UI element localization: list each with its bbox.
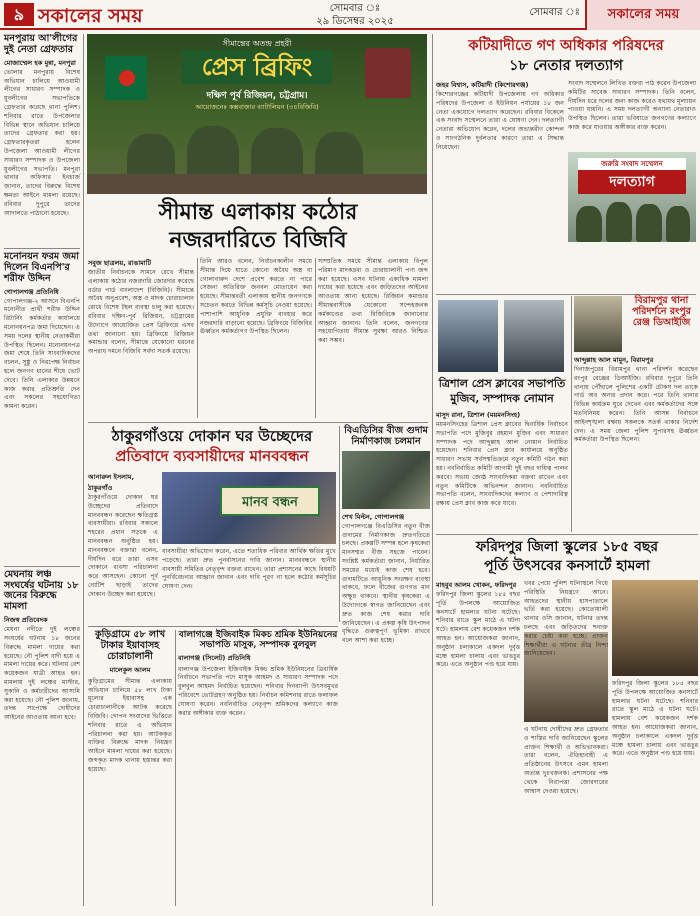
- page-number: ৯: [4, 3, 34, 26]
- photo-subtitle: দক্ষিণ পূর্ব রিজিয়ন, চট্টগ্রাম।: [206, 91, 308, 101]
- person-figure: [606, 202, 632, 242]
- day-label: সোমবার ঃ: [329, 3, 381, 14]
- byline: মাহবুব আলম খোকন, ফরিদপুর: [436, 581, 517, 589]
- photo-caption-top: সীমান্তের অতন্দ্র প্রহরী: [222, 39, 292, 48]
- emblem-icon: [365, 48, 411, 98]
- faridpur-body-col3: [612, 680, 698, 906]
- seed-headline: বিএডিসির বীজ গুদাম নির্মাণকাজ চলমান: [344, 425, 428, 447]
- divider: [4, 566, 80, 567]
- lead-body-col2: [200, 258, 312, 418]
- kotiadi-headline-line2: ১৮ নেতার দলত্যাগ: [509, 57, 623, 74]
- article-title: মনপুরায় আ'লীগের দুই নেতা গ্রেফতার: [4, 33, 78, 55]
- photo-banner: প্রেস ব্রিফিং: [182, 50, 332, 84]
- photo-banner: মানব বন্ধন: [220, 486, 320, 516]
- thakurgaon-body-col2: [162, 548, 336, 622]
- birampur-header: [574, 296, 698, 352]
- article-title: মনোনয়ন ফরম জমা দিলেন বিএনপি'র শরীফ উদ্দিন: [4, 250, 80, 284]
- thakurgaon-headline: [88, 426, 336, 466]
- byline: মালেকুল আলম: [109, 665, 151, 674]
- byline: শেখ মিল্টন, গোপালগঞ্জ: [342, 512, 405, 521]
- kurigram-headline: কুড়িগ্রামে ৫৮ লাখ টাকার ইয়াবাসহ চোরাচালানী: [94, 629, 166, 662]
- article-title: মেঘনায় লঞ্চ সংঘর্ষের ঘটনায় ১৮ জনের বিরুদ্ধে মামলা: [4, 568, 79, 613]
- article-body: মেঘনা নদীতে দুই লঞ্চের সংঘর্ষের ঘটনায় ১৮ জনের বিরুদ্ধে মামলা দায়ের করা হয়েছে। নৌ পুলিশ বাদী হয়ে এ মামলা দায়ের করে। ঘটনায় বেশ কয়েকজন যাত্রী আহত হন। মামলায় দুই লঞ্চের মাস্টার, সুকানি ও কর্মচারীদের আসামি করা হয়েছে। নৌ পুলিশ জানায়, তদন্ত সাপেক্ষে দোষীদের আইনের আওতায় আনা হবে।: [4, 626, 80, 722]
- trishal-photo-president: [438, 300, 498, 372]
- byline: আব্দুল্লাহ আল মামুন, বিরামপুর: [574, 356, 654, 364]
- birampur-article: [574, 296, 698, 532]
- dateline: [220, 2, 490, 28]
- article-body: কিশোরগঞ্জের কটিয়াদী উপজেলায় গণ অধিকার পরিষদের উপজেলা ও ইউনিয়ন পর্যায়ের ১৮ জন নেতা একযোগে দলত্যাগ করেছেন। রবিবার বিকেলে এক সংবাদ সম্মেলনে তারা এ ঘোষণা দেন। দলত্যাগী নেতারা অভিযোগ করেন, দলের অভ্যন্তরীণ কোন্দল ও সাংগঠনিক দুর্বলতার কারণে তারা এ সিদ্ধান্ত নিয়েছেন।: [436, 91, 564, 151]
- byline: জহর বিশ্বাস, কটিয়াদী (কিশোরগঞ্জ): [436, 81, 529, 89]
- column-rule: [175, 630, 176, 906]
- masthead: [0, 0, 700, 30]
- article-body: ময়মনসিংহের ত্রিশাল প্রেস ক্লাবের দ্বিবার্ষিক নির্বাচনে সভাপতি পদে মুজিবুর রহমান মুজিব এবং সাধারণ সম্পাদক পদে আব্দুল্লাহ আল নোমান নির্বাচিত হয়েছেন। শনিবার প্রেস ক্লাব কার্যালয়ে অনুষ্ঠিত সাধারণ সভায় সর্বসম্মতিক্রমে নতুন কমিটি গঠন করা হয়। নবনির্বাচিত কমিটি আগামী দুই বছর দায়িত্ব পালন করবে। সভায় জ্যেষ্ঠ সাংবাদিকরা বক্তব্য রাখেন এবং নতুন কমিটিকে অভিনন্দন জানান। নবনির্বাচিত সভাপতি বলেন, সাংবাদিকদের কল্যাণ ও পেশাদারিত্ব রক্ষায় প্রেস ক্লাব কাজ করে যাবে।: [436, 421, 568, 508]
- thakurgaon-headline-line2: প্রতিবাদে ব্যবসায়ীদের মানববন্ধন: [115, 447, 309, 465]
- birampur-photo: [574, 296, 622, 352]
- trishal-headline-line1: ত্রিশাল প্রেস ক্লাবের সভাপতি: [438, 377, 566, 390]
- byline: নিজস্ব প্রতিবেদক: [4, 616, 48, 625]
- trishal-body: [436, 410, 568, 528]
- byline: মাসুদ রানা, ত্রিশাল (ময়মনসিংহ): [436, 411, 521, 419]
- byline: আনারুল ইসলাম, ঠাকুরগাঁও: [88, 473, 134, 492]
- article-body: সংবাদ সম্মেলনে লিখিত বক্তব্য পাঠ করেন উপজেলা কমিটির সাবেক সাধারণ সম্পাদক। তিনি বলেন, দীর্ঘদিন ধরে দলের জন্য কাজ করেও যথাযথ মূল্যায়ন পাওয়া যায়নি। এ সময় দলত্যাগী অন্যান্য নেতারাও উপস্থিত ছিলেন। তারা ভবিষ্যতে জনগণের কল্যাণে কাজ করে যাওয়ার অঙ্গীকার ব্যক্ত করেন।: [568, 80, 696, 131]
- article-body: ফরিদপুর জিলা স্কুলের ১৮৫ বছর পূর্তি উপলক্ষে আয়োজিত কনসার্টে হামলার ঘটনা ঘটেছে। শনিবার রাতে স্কুল মাঠে এ ঘটনা ঘটে। হামলায় বেশ কয়েকজন দর্শক আহত হন। আয়োজকরা জানান, অনুষ্ঠান চলাকালে একদল দুর্বৃত্ত মঞ্চে হামলা চালায় এবং ভাঙচুর করে। এতে অনুষ্ঠান পণ্ড হয়ে যায়।: [612, 680, 698, 758]
- balaganj-headline: [178, 630, 338, 651]
- person-figure: [636, 204, 662, 242]
- day-label-right: সোমবার ঃ: [529, 7, 580, 18]
- divider: [88, 422, 428, 423]
- faridpur-body-col2a: [524, 580, 608, 658]
- article-body: তিনি আরও বলেন, নির্বাচনকালীন সময়ে সীমান্ত দিয়ে যাতে কোনো অবৈধ অস্ত্র বা গোলাবারুদ দেশে প্রবেশ করতে না পারে সেজন্য অতিরিক্ত জনবল মোতায়েন করা হয়েছে। সীমান্তবর্তী এলাকায় স্থানীয় জনগণকে সচেতন করতে বিভিন্ন কর্মসূচি নেওয়া হয়েছে। পাশাপাশি আধুনিক প্রযুক্তি ব্যবহার করে নজরদারি বাড়ানো হয়েছে। ব্রিফিংয়ে বিজিবির ঊর্ধ্বতন কর্মকর্তাগণ উপস্থিত ছিলেন।: [200, 258, 312, 336]
- byline: গোপালগঞ্জ প্রতিনিধি: [4, 287, 59, 296]
- article-body: ভোলার মনপুরায় বিশেষ অভিযান চালিয়ে আওয়ামী লীগের সাধারণ সম্পাদক ও যুবলীগের সভাপতিকে গ্রেফতার করেছে থানা পুলিশ। শনিবার রাতে উপজেলার বিভিন্ন স্থানে অভিযান চালিয়ে তাদের গ্রেফতার করা হয়। গ্রেফতারকৃতরা হলেন উপজেলা আওয়ামী লীগের সাধারণ সম্পাদক ও উপজেলা যুবলীগের সভাপতি। মনপুরা থানার অফিসার ইনচার্জ জানান, তাদের বিরুদ্ধে বিশেষ ক্ষমতা আইনে মামলা রয়েছে। রবিবার দুপুরে তাদের আদালতে পাঠানো হয়েছে।: [4, 68, 80, 217]
- lead-headline-line2: নজরদারিতে বিজিবি: [169, 227, 347, 253]
- faridpur-body-col1: [436, 580, 520, 906]
- seed-article: [342, 426, 430, 906]
- trishal-photo-secretary: [504, 300, 564, 372]
- article-body: জাতীয় নির্বাচনকে সামনে রেখে সীমান্ত এলাকায় কঠোর নজরদারি জোরদার করেছে বর্ডার গার্ড বাংলাদেশ (বিজিবি)। সীমান্তে অবৈধ অনুপ্রবেশ, অস্ত্র ও মাদক চোরাচালান রোধে বিশেষ টহল ব্যবস্থা চালু করা হয়েছে। রবিবার দক্ষিণ-পূর্ব রিজিয়ন, চট্টগ্রামের উদ্যোগে আয়োজিত প্রেস ব্রিফিংয়ে এসব তথ্য জানানো হয়। ব্রিফিংয়ে রিজিয়ন কমান্ডার বলেন, সীমান্তে যেকোনো ধরনের অপরাধ দমনে বিজিবি সর্বদা সতর্ক রয়েছে।: [88, 269, 194, 356]
- article-body: ফরিদপুর জিলা স্কুলের ১৮৫ বছর পূর্তি উপলক্ষে আয়োজিত কনসার্টে হামলার ঘটনা ঘটেছে। শনিবার রাতে স্কুল মাঠে এ ঘটনা ঘটে। হামলায় বেশ কয়েকজন দর্শক আহত হন। আয়োজকরা জানান, অনুষ্ঠান চলাকালে একদল দুর্বৃত্ত মঞ্চে হামলা চালায় এবং ভাঙচুর করে। এতে অনুষ্ঠান পণ্ড হয়ে যায়।: [436, 591, 520, 669]
- column-rule: [197, 258, 198, 418]
- faridpur-headline: [436, 538, 698, 576]
- trishal-headline: [436, 376, 568, 406]
- faridpur-photo-2: [612, 580, 698, 676]
- article-body: গোপালগঞ্জ-২ আসনে বিএনপি মনোনীত প্রার্থী শরীফ উদ্দিন রিটার্নিং কর্মকর্তার কার্যালয়ে মনোনয়নপত্র জমা দিয়েছেন। এ সময় দলের স্থানীয় নেতাকর্মীরা উপস্থিত ছিলেন। মনোনয়নপত্র জমা শেষে তিনি সাংবাদিকদের বলেন, সুষ্ঠু ও নিরপেক্ষ নির্বাচন হলে জনগণ ধানের শীষে ভোট দেবে। তিনি এলাকার উন্নয়নে কাজ করার প্রতিশ্রুতি দেন এবং সকলের সহযোগিতা কামনা করেন।: [4, 297, 80, 411]
- brand-logo-left: সকালের সময়: [38, 5, 143, 27]
- date-label: ২৯ ডিসেম্বর ২০২৫: [316, 16, 394, 27]
- lead-body-col1: [88, 258, 194, 418]
- article-body: সাম্প্রতিক সময়ে সীমান্ত এলাকায় বিপুল পরিমাণ মাদকদ্রব্য ও চোরাচালানী পণ্য জব্দ করা হয়েছে। এসব ঘটনায় একাধিক মামলা দায়ের করা হয়েছে এবং জড়িতদের আইনের আওতায় আনা হয়েছে। রিজিয়ন কমান্ডার সীমান্তবাসীকে যেকোনো সন্দেহজনক কর্মকাণ্ডের তথ্য বিজিবিকে জানানোর আহ্বান জানান। তিনি বলেন, জনগণের সহযোগিতায় সীমান্ত সুরক্ষা আরও নিশ্চিত করা সম্ভব।: [318, 258, 428, 345]
- byline: সবুজ ছাত্রলয়, রাঙামাটি: [88, 259, 152, 267]
- article-body: ব্যবসায়ীরা অভিযোগ করেন, এতে শতাধিক পরিবার আর্থিক ক্ষতির মুখে পড়েছে। তারা দ্রুত পুনর্বাসনের দাবি জানান। মানববন্ধনে স্থানীয় ব্যবসায়ী সমিতির নেতৃবৃন্দ বক্তব্য রাখেন। তারা প্রশাসনের কাছে বিষয়টি পুনর্বিবেচনার আহ্বান জানান এবং দাবি পূরণ না হলে কঠোর কর্মসূচির ঘোষণা দেন।: [162, 548, 336, 591]
- birampur-headline: বিরামপুর থানা পরিদর্শনে রংপুর রেঞ্জ ডিআইজি: [632, 295, 691, 328]
- article-body: ঠাকুরগাঁওয়ে দোকান ঘর উচ্ছেদের প্রতিবাদে মানববন্ধন করেছেন ক্ষতিগ্রস্ত ব্যবসায়ীরা। রবিবার সকালে শহরের প্রধান সড়কে এ মানববন্ধন অনুষ্ঠিত হয়। মানববন্ধনে বক্তারা বলেন, দীর্ঘদিন ধরে তারা এসব দোকানে ব্যবসা পরিচালনা করে আসছেন। কোনো পূর্ব নোটিশ ছাড়াই তাদের দোকান উচ্ছেদ করা হয়েছে।: [88, 494, 158, 598]
- thakurgaon-photo: [162, 472, 336, 544]
- lead-headline: [88, 198, 428, 254]
- photo-banner-big: দলত্যাগ: [578, 170, 686, 194]
- article-body: এ ঘটনায় দোষীদের দ্রুত গ্রেফতার ও শাস্তির দাবি জানিয়েছেন স্কুলের প্রাক্তন শিক্ষার্থী ও অভিভাবকরা। তারা বলেন, ঐতিহ্যবাহী এ প্রতিষ্ঠানের উৎসবে এমন হামলা অত্যন্ত দুঃখজনক। প্রশাসনের পক্ষ থেকে নিরাপত্তা জোরদারের আশ্বাস দেওয়া হয়েছে।: [524, 726, 608, 795]
- column-rule: [432, 34, 433, 906]
- article-body: দিনাজপুরের বিরামপুর থানা পরিদর্শন করেছেন রংপুর রেঞ্জের ডিআইজি। রবিবার দুপুরে তিনি থানায় পৌঁছালে পুলিশের একটি চৌকস দল তাকে গার্ড অব অনার প্রদান করে। পরে তিনি থানার বিভিন্ন কার্যক্রম ঘুরে দেখেন এবং কর্মকর্তাদের সঙ্গে মতবিনিময় করেন। তিনি আসন্ন নির্বাচনে আইনশৃঙ্খলা রক্ষায় সকলকে সতর্ক থাকার নির্দেশ দেন। এ সময় জেলা পুলিশ সুপারসহ ঊর্ধ্বতন কর্মকর্তারা উপস্থিত ছিলেন।: [574, 366, 698, 444]
- article-body: গোপালগঞ্জে বিএডিসির নতুন বীজ গুদামের নির্মাণকাজ দ্রুতগতিতে চলছে। প্রকল্পটি সম্পন্ন হলে কৃষকেরা মানসম্মত বীজ সহজে পাবেন। সংশ্লিষ্ট কর্মকর্তারা জানান, নির্ধারিত সময়ের মধ্যেই কাজ শেষ হবে। গুদামটিতে আধুনিক সংরক্ষণ ব্যবস্থা থাকবে, ফলে বীজের গুণগত মান অক্ষুণ্ণ থাকবে। স্থানীয় কৃষকেরা এ উদ্যোগকে স্বাগত জানিয়েছেন এবং দ্রুত কাজ শেষ করার দাবি জানিয়েছেন। এ প্রকল্প কৃষি উৎপাদন বৃদ্ধিতে গুরুত্বপূর্ণ ভূমিকা রাখবে বলে আশা করা হচ্ছে।: [342, 522, 430, 645]
- flag-icon: [105, 56, 147, 100]
- thakurgaon-headline-line1: ঠাকুরগাঁওয়ে দোকান ঘর উচ্ছেদের: [111, 427, 313, 445]
- kotiadi-body-col2: [568, 80, 696, 150]
- divider: [436, 534, 698, 535]
- trishal-headline-line2: মুজিব, সম্পাদক নোমান: [450, 392, 554, 405]
- faridpur-headline-line2: পূর্তি উৎসবের কনসার্টে হামলা: [484, 558, 650, 574]
- brand-logo-right: সকালের সময়: [585, 0, 700, 30]
- faridpur-headline-line1: ফরিদপুর জিলা স্কুলের ১৮৫ বছর: [475, 539, 659, 555]
- person-figure: [576, 206, 602, 242]
- kurigram-article: [88, 630, 172, 906]
- table-desk: [87, 174, 427, 194]
- person-figure: [666, 206, 690, 242]
- left-column: [4, 34, 80, 904]
- byline: বালাগঞ্জ (সিলেট) প্রতিনিধি: [178, 653, 251, 662]
- article-body: কুড়িগ্রামের সীমান্ত এলাকায় অভিযান চালিয়ে ৫৮ লাখ টাকা মূল্যের ইয়াবাসহ এক চোরাচালানীকে আটক করেছে বিজিবি। গোপন সংবাদের ভিত্তিতে শনিবার রাতে এ অভিযান পরিচালনা করা হয়। আটককৃত ব্যক্তির বিরুদ্ধে মাদক নিয়ন্ত্রণ আইনে মামলা দায়ের করা হয়েছে। জব্দকৃত মাদক থানায় হস্তান্তর করা হয়েছে।: [88, 677, 172, 773]
- divider: [4, 248, 80, 249]
- article-body: খবর পেয়ে পুলিশ ঘটনাস্থলে গিয়ে পরিস্থিতি নিয়ন্ত্রণে আনে। আহতদের স্থানীয় হাসপাতালে ভর্তি করা হয়েছে। কোতোয়ালী থানার ওসি জানান, ঘটনার তদন্ত চলছে এবং জড়িতদের শনাক্ত করার চেষ্টা করা হচ্ছে। প্রাক্তন শিক্ষার্থীরা এ ঘটনার তীব্র নিন্দা জানিয়েছেন।: [524, 580, 608, 658]
- balaganj-headline-line1: বালাগঞ্জে ইজিবাইক মিকচ শ্রমিক ইউনিয়নের: [178, 630, 338, 640]
- kotiadi-body-col1: [436, 80, 564, 290]
- seed-photo: [342, 451, 430, 509]
- lead-photo: [87, 34, 427, 194]
- photo-banner-title: জরুরি সংবাদ সম্মেলন: [578, 158, 686, 170]
- kotiadi-headline-line1: কটিয়াদীতে গণ অধিকার পরিষদের: [468, 37, 664, 54]
- faridpur-body-col2b: [524, 726, 608, 906]
- lead-headline-line1: সীমান্ত এলাকায় কঠোর: [158, 199, 358, 225]
- column-rule: [83, 34, 84, 906]
- column-rule: [339, 426, 340, 622]
- column-rule: [571, 296, 572, 532]
- kotiadi-photo: [568, 152, 696, 242]
- photo-organizer: আয়োজনেঃ কক্সবাজার ব্যাটালিয়ন (৩৪বিজিবি): [195, 103, 319, 111]
- divider: [88, 626, 338, 627]
- lead-body-col3: [318, 258, 428, 418]
- column-rule: [315, 258, 316, 418]
- thakurgaon-body-col1: [88, 472, 158, 622]
- balaganj-article: [178, 630, 338, 906]
- kotiadi-headline: [436, 36, 696, 76]
- balaganj-headline-line2: সভাপতি মাসুক, সম্পাদক বুলবুল: [199, 640, 317, 651]
- byline: মোজাম্মেল হক মুন্না, মনপুরা: [4, 58, 76, 67]
- article-body: বালাগঞ্জ উপজেলা ইজিবাইক মিকচ শ্রমিক ইউনিয়নের ত্রিবার্ষিক নির্বাচনে সভাপতি পদে মাসুক আহমদ ও সাধারণ সম্পাদক পদে বুলবুল আহমদ নির্বাচিত হয়েছেন। শনিবার দিনব্যাপী উৎসবমুখর পরিবেশে ভোটগ্রহণ অনুষ্ঠিত হয়। নির্বাচন কমিশনার রাতে ফলাফল ঘোষণা করেন। নবনির্বাচিত নেতৃবৃন্দ শ্রমিকদের কল্যাণে কাজ করার অঙ্গীকার ব্যক্ত করেন।: [178, 665, 338, 717]
